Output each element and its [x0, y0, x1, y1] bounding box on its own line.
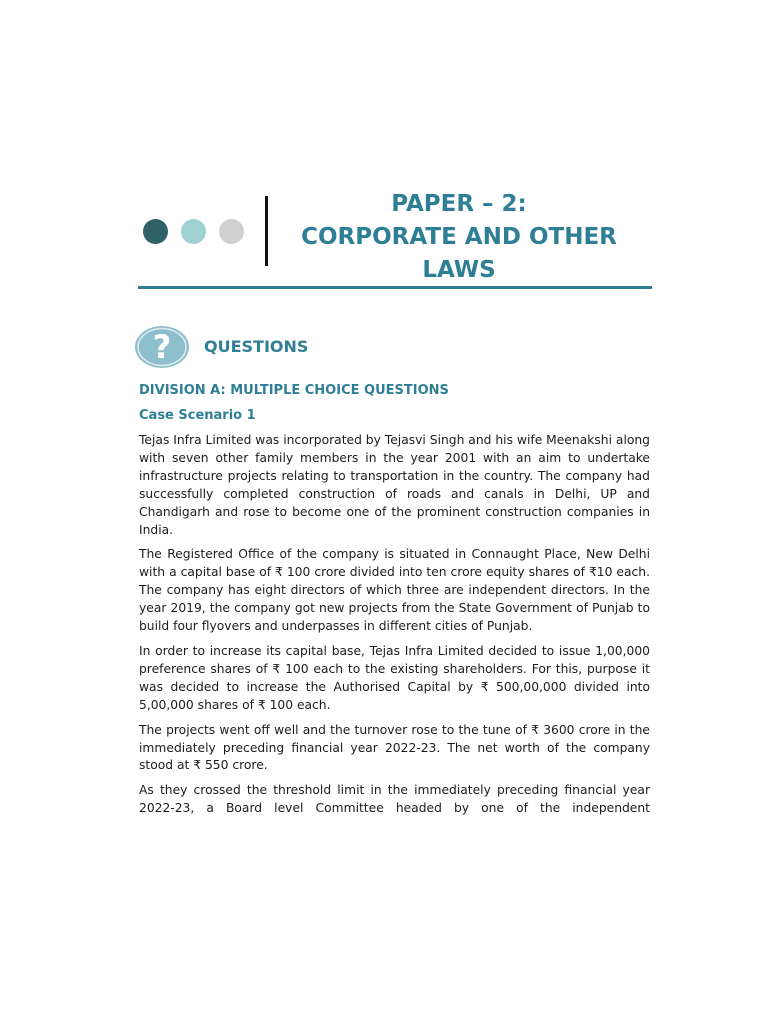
page-title [272, 188, 646, 287]
paragraph: In order to increase its capital base, Tejas Infra Limited decided to issue 1,00,000 preference shares of ₹ 100 each to the existing shareholders. For this, purpose it was decided to increase the Authorised Capital by ₹ 500,00,000 divided into 5,00,000 shares of ₹ 100 each. [139, 643, 650, 712]
title-line-1: PAPER – 2: [391, 191, 527, 217]
paragraph: The projects went off well and the turnover rose to the tune of ₹ 3600 crore in the immediately preceding financial year 2022-23. The net worth of the company stood at ₹ 550 crore. [139, 722, 650, 773]
dot-dark-icon [143, 219, 168, 244]
paragraph: Tejas Infra Limited was incorporated by Tejasvi Singh and his wife Meenakshi along with seven other family members in the year 2001 with an aim to undertake infrastructure projects relating to transportation in the country. The company had successfully completed construction of roads and canals in Delhi, UP and Chandigarh and rose to become one of the prominent construction companies in India. [139, 433, 650, 537]
paragraph: As they crossed the threshold limit in the immediately preceding financial year 2022-23, a Board level Committee headed by one of the independent [139, 783, 650, 816]
dot-grey-icon [219, 219, 244, 244]
horizontal-rule [138, 286, 652, 289]
case-scenario-title: Case Scenario 1 [139, 408, 256, 423]
division-heading: DIVISION A: MULTIPLE CHOICE QUESTIONS [139, 383, 449, 398]
question-mark-icon [134, 325, 190, 369]
vertical-divider [265, 196, 268, 266]
dot-light-icon [181, 219, 206, 244]
decorative-dots [143, 219, 244, 244]
questions-heading: QUESTIONS [204, 337, 309, 356]
paragraph: The Registered Office of the company is situated in Connaught Place, New Delhi with a capital base of ₹ 100 crore divided into ten crore equity shares of ₹10 each. The company has eight directors of which three are independent directors. In the year 2019, the company got new projects from the State Government of Punjab to build four flyovers and underpasses in different cities of Punjab. [139, 547, 650, 634]
case-body [139, 432, 650, 825]
svg-text:?: ? [152, 328, 172, 366]
title-line-2: CORPORATE AND OTHER [301, 224, 617, 250]
title-line-3: LAWS [422, 257, 496, 283]
